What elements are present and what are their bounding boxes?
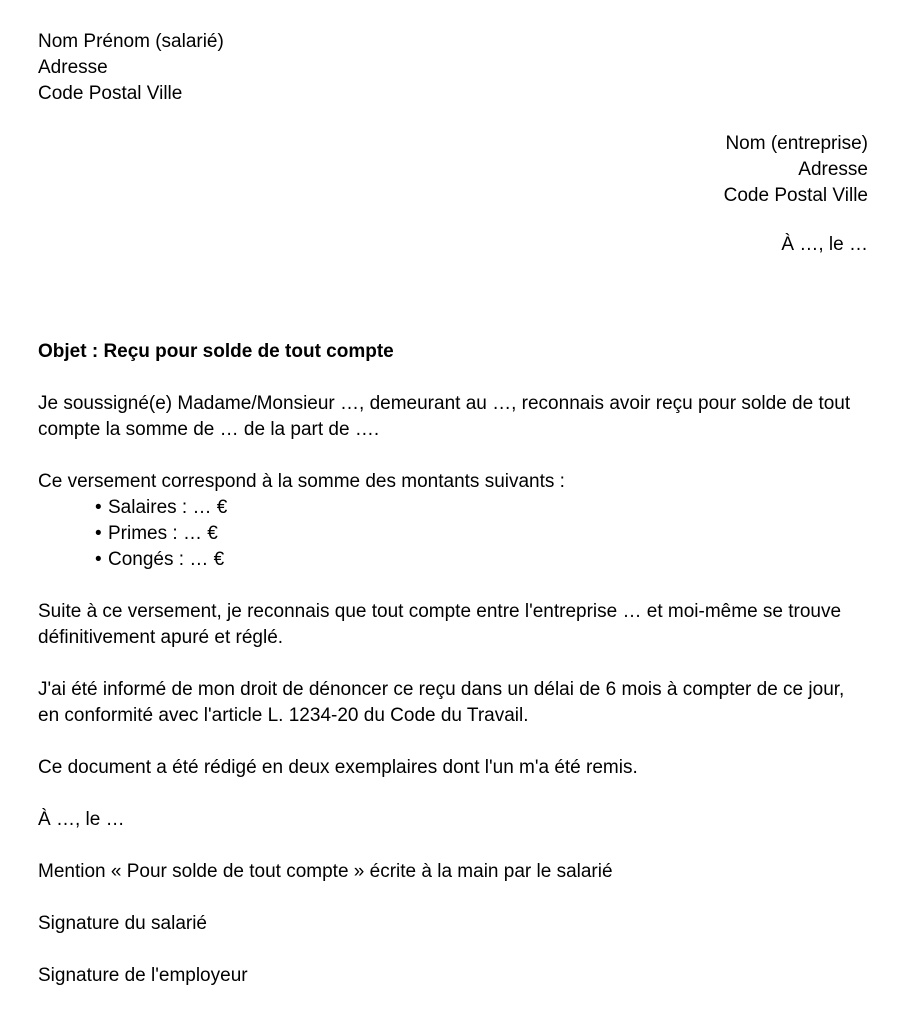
amounts-list [38, 495, 868, 573]
paragraph-intro: Je soussigné(e) Madame/Monsieur …, demeurant au …, reconnais avoir reçu pour solde de tout compte la somme de … de la part de …. [38, 393, 851, 440]
list-item-primes [38, 521, 868, 547]
list-item-salaries [38, 495, 868, 521]
subject-line: Objet : Reçu pour solde de tout compte [38, 341, 394, 362]
list-item-conges [38, 547, 868, 573]
list-item-salaries-text: Salaires : … € [108, 497, 228, 518]
paragraph-settlement: Suite à ce versement, je reconnais que tout compte entre l'entreprise … et moi-même se trouve définitivement apuré et réglé. [38, 601, 842, 648]
bullet-icon: • [95, 549, 102, 570]
recipient-postal-city: Code Postal Ville [723, 185, 868, 206]
sender-postal-city: Code Postal Ville [38, 83, 183, 104]
sender-name: Nom Prénom (salarié) [38, 31, 224, 52]
place-date-line-top: À …, le … [781, 234, 868, 255]
recipient-address-block [38, 131, 868, 209]
list-item-primes-text: Primes : … € [108, 523, 218, 544]
place-date-line-bottom: À …, le … [38, 809, 125, 830]
recipient-name: Nom (entreprise) [725, 133, 868, 154]
bullet-icon: • [95, 523, 102, 544]
signature-employer-line: Signature de l'employeur [38, 965, 248, 986]
sender-address: Adresse [38, 57, 108, 78]
bullet-icon: • [95, 497, 102, 518]
signature-employee-line: Signature du salarié [38, 913, 207, 934]
paragraph-legal-notice: J'ai été informé de mon droit de dénoncer ce reçu dans un délai de 6 mois à compter de ce jour, en conformité avec l'article L. 1234-20 du Code du Travail. [38, 679, 845, 726]
paragraph-copies: Ce document a été rédigé en deux exemplaires dont l'un m'a été remis. [38, 757, 638, 778]
mention-line: Mention « Pour solde de tout compte » écrite à la main par le salarié [38, 861, 613, 882]
sender-address-block [38, 29, 868, 107]
paragraph-list-intro: Ce versement correspond à la somme des montants suivants : [38, 471, 565, 492]
list-item-conges-text: Congés : … € [108, 549, 225, 570]
recipient-address: Adresse [798, 159, 868, 180]
